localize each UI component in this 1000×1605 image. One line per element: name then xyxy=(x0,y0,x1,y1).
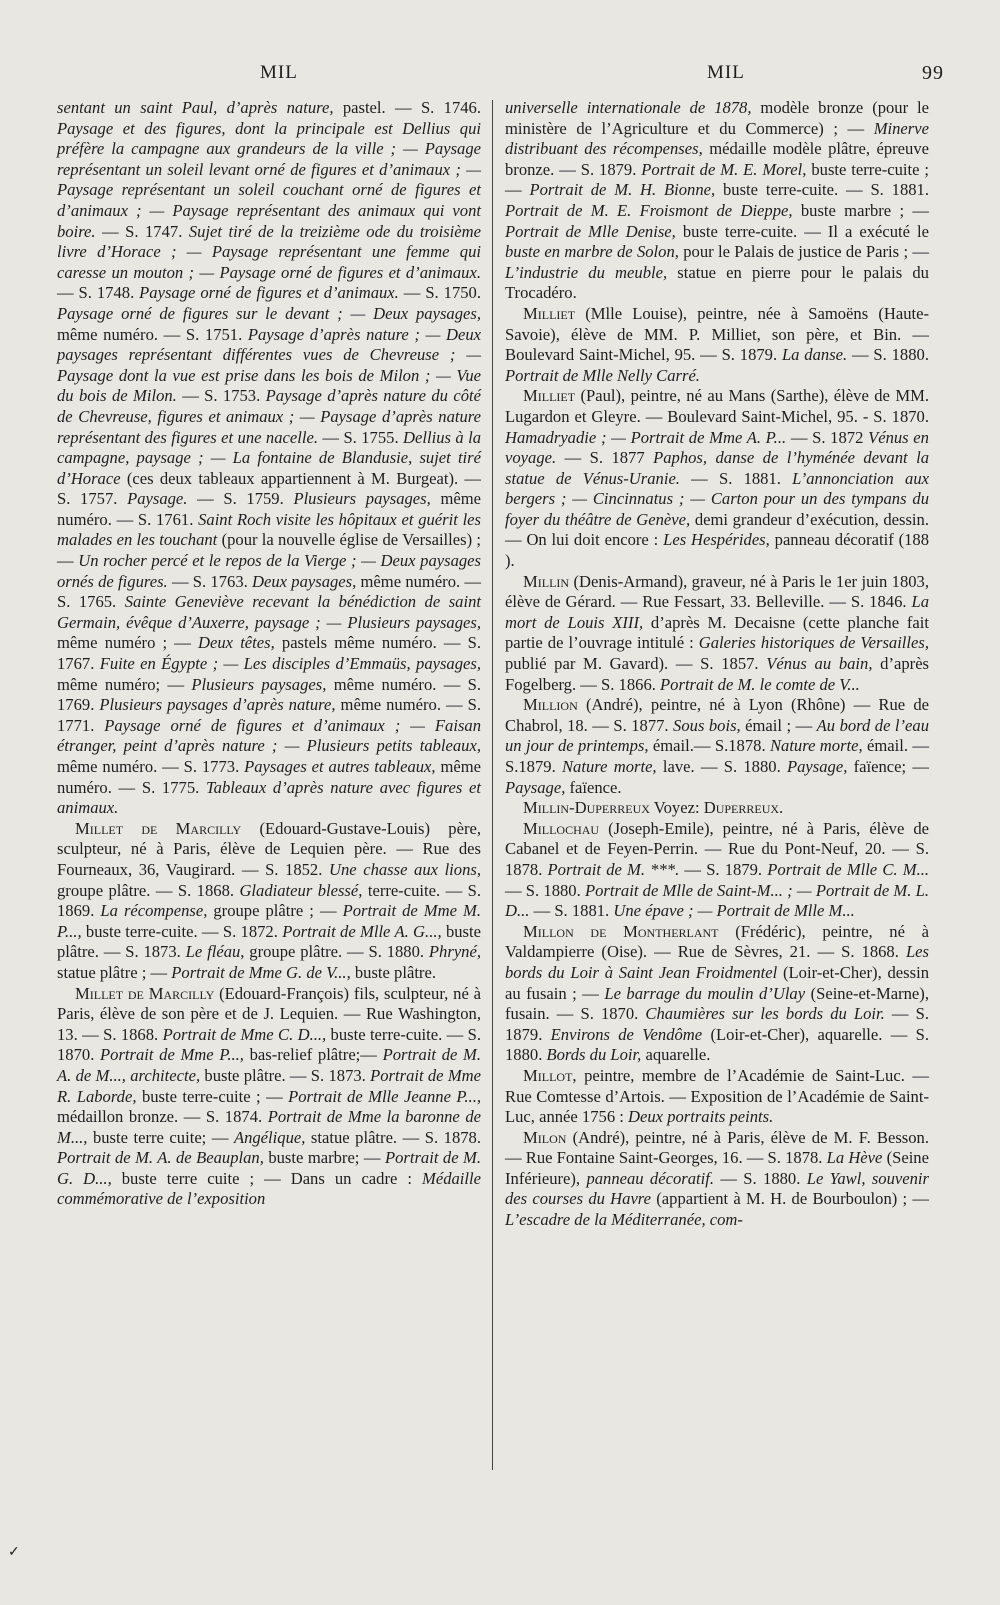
work-title: Environs de Vendôme xyxy=(550,1024,703,1044)
entry-text: buste terre-cuite. — S. 1870. xyxy=(57,1024,481,1065)
entry-text: demi grandeur d’exécution, dessin. — On lui doit encore : xyxy=(505,509,929,550)
entry-text: (Loir-et-Cher), aquarelle. — S. 1880. xyxy=(505,1024,930,1065)
work-title: Portrait de Mlle Denise, xyxy=(505,221,676,241)
entry-name: Milon xyxy=(523,1127,567,1147)
entry-text: — S. 1879. xyxy=(505,1004,929,1044)
work-title: Portrait de Mme la baronne de M..., xyxy=(57,1107,482,1147)
entry-text: buste terre-cuite ; — xyxy=(505,159,929,200)
work-title: universelle internationale de 1878, xyxy=(505,98,752,117)
work-title: Le fléau, xyxy=(185,942,245,962)
work-title: Gladiateur blessé, xyxy=(239,880,363,900)
entry-text: (Mlle Louise), peintre, née à Samoëns (Haute-Savoie), élève de MM. P. Milliet, son père, et Bin. — Boulevard Saint-Michel, 95. — S. 1879. xyxy=(505,303,929,365)
work-title: Portrait de Mme P..., xyxy=(100,1045,244,1065)
entry-text: pastels même numéro. — S. 1767. xyxy=(57,633,481,674)
entry-paragraph xyxy=(505,922,929,1066)
entry-text: (Paul), peintre, né au Mans (Sarthe), élève de MM. Lugardon et Gleyre. — Boulevard Saint-Michel, 95. - S. 1870. xyxy=(505,386,929,426)
work-title: L’annonciation aux bergers ; — Cincinnatus ; — Carton pour un des tympans du foyer du théâtre de Genève, xyxy=(505,468,930,529)
entry-paragraph xyxy=(505,1128,929,1231)
work-title: Portrait de Mme R. Laborde, xyxy=(57,1065,481,1106)
entry-text: — S. 1750. xyxy=(398,283,481,303)
work-title: buste en marbre de Solon, xyxy=(505,242,679,262)
work-title: Paysages et autres tableaux, xyxy=(244,757,436,776)
entry-text: faïence. xyxy=(565,777,622,797)
entry-text: bas-relief plâtre;— xyxy=(243,1045,383,1065)
work-title: Paysage orné de figures sur le devant ; — Deux paysages, xyxy=(57,303,481,323)
entry-text: buste terre cuite; — xyxy=(87,1127,234,1147)
entry-text: même numéro. — S. 1751. xyxy=(57,324,248,344)
work-title: Vénus au bain, xyxy=(766,654,873,674)
work-title: Portrait de Mlle C. M... xyxy=(767,859,930,879)
entry-text: (Edouard-François) fils, sculpteur, né à Paris, élève de son père et de J. Lequien. — Rue Washington, 13. — S. 1868. xyxy=(57,983,481,1044)
entry-text: (Edouard-Gustave-Louis) père, sculpteur, né à Paris, élève de Lequien père. — Rue des Fourneaux, 36, Vaugirard. — S. 1852. xyxy=(57,818,481,879)
work-title: panneau décoratif. xyxy=(586,1168,714,1188)
entry-text: terre-cuite. — S. 1869. xyxy=(57,880,481,921)
work-title: Une épave ; — Portrait de Mlle M... xyxy=(613,901,855,921)
entry-name: Millet de Marcilly xyxy=(75,983,215,1003)
entry-text: même numéro. — S. 1773. xyxy=(57,757,245,776)
work-title: Portrait de M. E. Froismont de Dieppe, xyxy=(505,200,793,220)
entry-name: Millin-Duperreux xyxy=(523,798,650,818)
work-title: Portrait de Mme M. P..., xyxy=(57,901,481,941)
entry-text: (Seine-et-Marne), fusain. — S. 1870. xyxy=(505,983,929,1024)
work-title: Galeries historiques de Versailles, xyxy=(698,633,929,653)
entry-text: même numéro. — S. 1769. xyxy=(57,674,481,715)
work-title: Paysage d’après nature du côté de Chevreuse, figures et animaux ; — Paysage d’après nature représentant des figures et une nacelle. xyxy=(57,386,481,447)
work-title: Un rocher percé et le repos de la Vierge ; — Deux paysages ornés de figures. xyxy=(57,551,481,591)
work-title: Portrait de Mlle de Saint-M... ; — Portrait de M. L. D... xyxy=(505,880,929,921)
work-title: Une chasse aux lions, xyxy=(328,859,481,879)
work-title: Portrait de M. ***. xyxy=(547,859,680,879)
work-title: La récompense, xyxy=(100,901,208,921)
work-title: Paysage, xyxy=(505,777,566,797)
work-title: Portrait de Mlle A. G..., xyxy=(282,921,442,941)
entry-paragraph xyxy=(505,695,929,798)
column-divider xyxy=(492,100,493,1470)
work-title: Paysage d’après nature ; — Deux paysages représentant différentes vues de Chevreuse ; — Paysage dont la vue est prise dans les bois de Milon ; — Vue du bois de Milon. xyxy=(57,324,481,406)
entry-name: Millon de Montherlant xyxy=(523,921,719,941)
entry-text: faïence; — xyxy=(847,757,929,776)
entry-text: médaillon bronze. — S. 1874. xyxy=(57,1107,268,1127)
entry-text: — S. 1879. xyxy=(679,859,768,879)
work-title: Chaumières sur les bords du Loir. xyxy=(645,1004,885,1024)
entry-text: (appartient à M. H. de Bourboulon) ; — xyxy=(651,1189,929,1209)
work-title: Portrait de Mme C. D..., xyxy=(162,1024,327,1044)
entry-paragraph xyxy=(505,304,929,386)
work-title: Deux portraits peints. xyxy=(628,1107,774,1127)
work-title: Bords du Loir, xyxy=(546,1045,642,1065)
work-title: Paysage orné de figures et d’animaux ; — Faisan étranger, peint d’après nature ; — Plusieurs petits tableaux, xyxy=(57,715,482,756)
work-title: L’escadre de la Méditerranée, com- xyxy=(505,1210,743,1230)
entry-paragraph xyxy=(505,572,929,696)
entry-text: d’après Fogelberg. — S. 1866. xyxy=(505,654,930,694)
work-title: Hamadryadie ; — Portrait de Mme A. P... xyxy=(505,427,787,447)
entry-text: pastel. — S. 1746. xyxy=(333,98,481,117)
entry-text: buste marbre; — xyxy=(263,1148,385,1168)
work-title: Deux paysages, xyxy=(252,571,357,591)
entry-text: groupe plâtre. — S. 1868. xyxy=(57,880,240,900)
entry-name: Duperreux. xyxy=(703,798,784,818)
work-title: Portrait de Mlle Nelly Carré. xyxy=(505,365,700,385)
work-title: Portrait de M. A. de Beauplan, xyxy=(57,1148,264,1168)
work-title: Les Hespérides, xyxy=(663,530,770,550)
work-title: Nature morte, xyxy=(769,736,863,756)
work-title: Dellius à la campagne, paysage ; — La fontaine de Blandusie, sujet tiré d’Horace xyxy=(57,427,482,488)
entry-text: — S. 1877 xyxy=(556,448,654,468)
work-title: Portrait de M. E. Morel, xyxy=(641,159,807,179)
entry-text: médaille modèle plâtre, épreuve bronze. — S. 1879. xyxy=(505,139,929,179)
entry-text: buste terre-cuite. — S. 1872. xyxy=(81,921,283,941)
entry-text: (pour la nouvelle église de Versailles) ; — xyxy=(57,530,482,571)
entry-text: (Seine Inférieure), xyxy=(505,1148,929,1188)
work-title: Le Yawl, souvenir des courses du Havre xyxy=(505,1168,929,1209)
entry-name: Milliet xyxy=(523,303,576,323)
work-title: Paphos, danse de l’hyménée devant la statue de Vénus-Uranie. xyxy=(505,448,929,488)
entry-text: d’après M. Decaisne (cette planche fait partie de l’ouvrage intitulé : xyxy=(505,612,929,653)
entry-text: , peintre, membre de l’Académie de Saint-Luc. — Rue Comtesse d’Artois. — Exposition de l’Académie de Saint-Luc, année 1756 : xyxy=(505,1065,929,1127)
entry-text: (Frédéric), peintre, né à Valdampierre (Oise). — Rue de Sèvres, 21. — S. 1868. xyxy=(505,921,929,962)
entry-paragraph xyxy=(505,386,929,571)
work-title: Portrait de Mlle Jeanne P..., xyxy=(288,1086,481,1106)
entry-text: lave. — S. 1880. xyxy=(656,757,787,776)
work-title: Sainte Geneviève recevant la bénédiction de saint Germain, évêque d’Auxerre, paysage ; — Plusieurs paysages, xyxy=(57,592,481,632)
work-title: La mort de Louis XIII, xyxy=(505,592,929,632)
entry-text: buste plâtre. xyxy=(350,962,436,982)
right-column xyxy=(505,98,929,1231)
work-title: La danse. xyxy=(781,345,848,365)
entry-paragraph xyxy=(57,98,481,819)
entry-paragraph xyxy=(505,798,929,819)
work-title: Tableaux d’après nature avec figures et animaux. xyxy=(57,777,481,818)
entry-text: émail. — S.1879. xyxy=(505,736,929,776)
work-title: Les bords du Loir à Saint Jean Froidmentel xyxy=(505,942,929,982)
work-title: Portrait de M. H. Bionne, xyxy=(529,180,716,200)
work-title: Le barrage du moulin d’Ulay xyxy=(604,983,806,1003)
entry-text: même numéro. — S. 1761. xyxy=(57,489,481,529)
running-header-left: MIL xyxy=(260,62,298,83)
entry-text: — S. 1881. xyxy=(529,901,614,921)
work-title: Phryné, xyxy=(428,942,481,962)
entry-text: (André), peintre, né à Lyon (Rhône) — Rue de Chabrol, 18. — S. 1877. xyxy=(505,695,929,735)
entry-text: émail.— S.1878. xyxy=(648,736,770,756)
work-title: Paysage, xyxy=(786,757,848,776)
work-title: Portrait de M. le comte de V... xyxy=(660,674,860,694)
entry-text: (André), peintre, né à Paris, élève de M. F. Besson. — Rue Fontaine Saint-Georges, 16. — S. 1878. xyxy=(505,1127,929,1168)
work-title: Deux têtes, xyxy=(198,633,275,653)
work-title: Plusieurs paysages, xyxy=(191,674,327,694)
entry-text: même numéro. — S. 1775. xyxy=(57,757,481,797)
work-title: Minerve distribuant des récompenses, xyxy=(505,118,929,159)
work-title: Sous bois, xyxy=(673,715,741,735)
entry-text: même numéro; — xyxy=(57,674,192,694)
work-title: Saint Roch visite les hôpitaux et guérit les malades en les touchant xyxy=(57,509,482,550)
entry-paragraph xyxy=(505,98,929,304)
left-column xyxy=(57,98,481,1210)
work-title: L’industrie du meuble, xyxy=(505,262,668,282)
entry-text: — S. 1763. xyxy=(167,571,253,591)
entry-text: publié par M. Gavard). — S. 1857. xyxy=(505,654,767,674)
work-title: Plusieurs paysages d’après nature, xyxy=(99,695,336,715)
running-header-right: MIL xyxy=(707,62,745,83)
entry-text: buste marbre ; — xyxy=(792,200,929,220)
work-title: Médaille commémorative de l’exposition xyxy=(57,1168,481,1209)
entry-text: Voyez: xyxy=(649,798,704,818)
work-title: Au bord de l’eau un jour de printemps, xyxy=(505,715,930,756)
entry-text: buste plâtre. — S. 1873. xyxy=(57,921,481,962)
entry-text: — S. 1880. xyxy=(505,880,585,900)
entry-text: statue plâtre. — S. 1878. xyxy=(305,1127,481,1147)
entry-text: (Joseph-Emile), peintre, né à Paris, élève de Cabanel et de Feyen-Perrin. — Rue du Pont-Neuf, 20. — S. 1878. xyxy=(505,818,929,879)
entry-text: — S. 1748. xyxy=(57,283,140,303)
entry-name: Millochau xyxy=(523,818,600,838)
entry-text: — S. 1880. xyxy=(714,1168,807,1188)
entry-text: buste terre-cuite. — S. 1881. xyxy=(715,180,929,200)
entry-text: — S. 1872 xyxy=(786,427,869,447)
entry-text: pour le Palais de justice de Paris ; — xyxy=(678,242,929,262)
work-title: Vénus en voyage. xyxy=(505,427,929,468)
entry-text: aquarelle. xyxy=(641,1045,711,1065)
entry-text: buste plâtre. — S. 1873. xyxy=(200,1065,371,1085)
entry-text: même numéro. — S. 1771. xyxy=(57,695,481,735)
work-title: Plusieurs paysages, xyxy=(293,489,431,509)
entry-text: — S. 1759. xyxy=(187,489,294,509)
entry-text: statue plâtre ; — xyxy=(57,962,172,982)
entry-paragraph xyxy=(505,819,929,922)
entry-name: Million xyxy=(523,695,578,715)
work-title: La Hève xyxy=(826,1148,883,1168)
entry-text: statue en pierre pour le palais du Trocadéro. xyxy=(505,262,929,303)
entry-text: même numéro. — S. 1765. xyxy=(57,571,482,612)
entry-text: (Loir-et-Cher), dessin au fusain ; — xyxy=(505,962,929,1003)
work-title: Angélique, xyxy=(233,1127,306,1147)
entry-text: même numéro ; — xyxy=(57,633,199,653)
entry-text: modèle bronze (pour le ministère de l’Agriculture et du Commerce) ; — xyxy=(505,98,930,138)
entry-text: groupe plâtre. — S. 1880. xyxy=(244,942,429,962)
entry-text: buste terre-cuite ; — xyxy=(136,1086,289,1106)
work-title: Nature morte, xyxy=(561,757,657,776)
work-title: Paysage orné de figures et d’animaux. xyxy=(139,283,399,303)
work-title: Fuite en Égypte ; — Les disciples d’Emmaüs, paysages, xyxy=(99,654,481,674)
entry-text: — S. 1747. xyxy=(95,221,189,241)
entry-paragraph xyxy=(57,819,481,984)
entry-text: — S. 1880. xyxy=(847,345,929,365)
entry-paragraph xyxy=(57,984,481,1211)
entry-text: — S. 1753. xyxy=(176,386,266,406)
margin-mark: ✓ xyxy=(8,1545,20,1560)
entry-text: groupe plâtre ; — xyxy=(207,901,343,921)
entry-name: Millet de Marcilly xyxy=(75,818,242,838)
work-title: Portrait de M. G. D..., xyxy=(57,1148,482,1188)
entry-name: Millot xyxy=(523,1065,573,1085)
entry-text: (ces deux tableaux appartiennent à M. Burgeat). — S. 1757. xyxy=(57,468,481,509)
work-title: Sujet tiré de la treizième ode du troisième livre d’Horace ; — Paysage représentant une femme qui caresse un mouton ; — Paysage orné de figures et d’animaux. xyxy=(57,221,481,282)
work-title: Portrait de Mme G. de V..., xyxy=(171,962,351,982)
entry-text: (Denis-Armand), graveur, né à Paris le 1er juin 1803, élève de Gérard. — Rue Fessart, 33. Belleville. — S. 1846. xyxy=(505,571,929,612)
entry-text: panneau décoratif (188 ). xyxy=(505,530,929,571)
entry-text: émail ; — xyxy=(740,715,817,735)
work-title: Paysage et des figures, dont la principale est Dellius qui préfère la campagne aux grandeurs de la ville ; — Paysage représentant un soleil levant orné de figures et d’animaux ; — Paysage représentant un soleil couchant orné de figures et d’animaux ; — Paysage représentant des animaux qui vont boire. xyxy=(57,118,481,241)
entry-text: buste terre-cuite. — Il a exécuté le xyxy=(675,221,930,241)
entry-text: — S. 1881. xyxy=(679,468,793,488)
work-title: sentant un saint Paul, d’après nature, xyxy=(57,98,334,117)
entry-text: — S. 1755. xyxy=(318,427,404,447)
work-title: Paysage. xyxy=(127,489,188,509)
entry-text: buste terre cuite ; — Dans un cadre : xyxy=(111,1168,423,1188)
entry-name: Milliet xyxy=(523,386,576,406)
work-title: Portrait de M. A. de M..., architecte, xyxy=(57,1045,482,1085)
page-number: 99 xyxy=(922,62,944,84)
entry-paragraph xyxy=(505,1066,929,1128)
entry-name: Millin xyxy=(523,571,570,591)
